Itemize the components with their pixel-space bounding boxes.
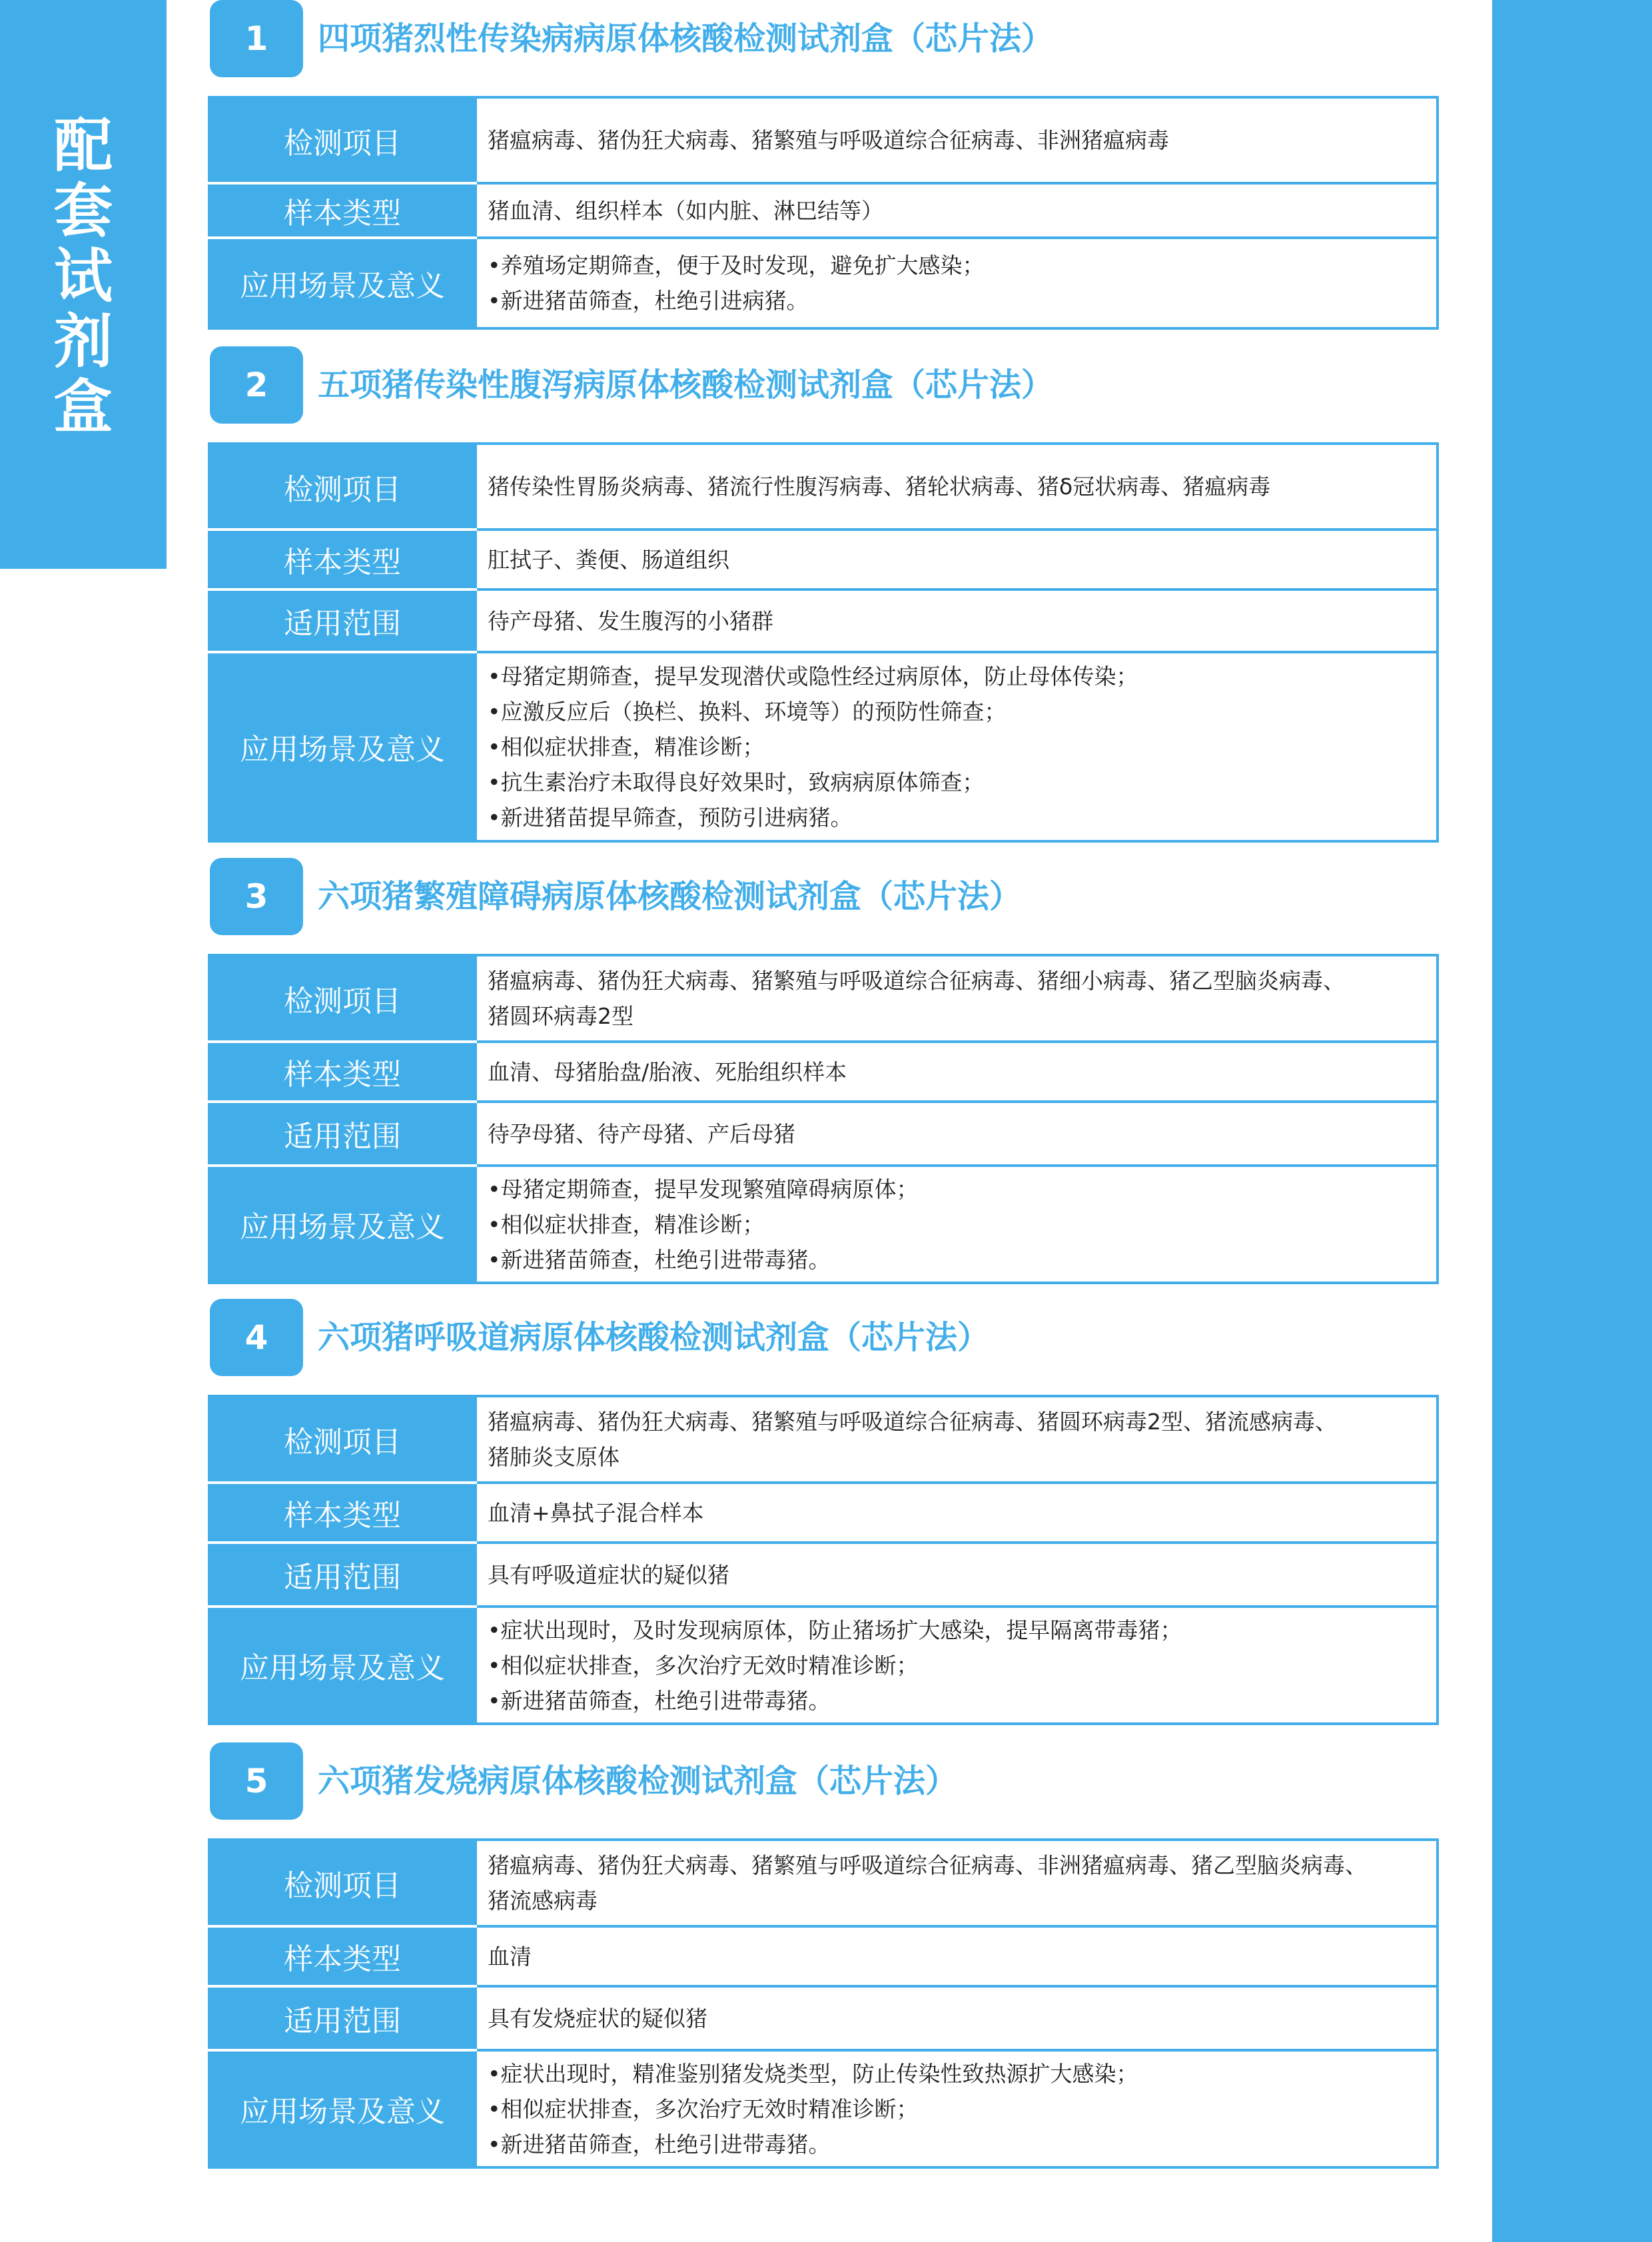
sidebar-title-char: 盒 bbox=[53, 372, 113, 441]
kit-info-table bbox=[208, 954, 1439, 1284]
row-value bbox=[476, 1396, 1438, 1483]
table-row bbox=[209, 1042, 1438, 1102]
value-line: 猪瘟病毒、猪伪狂犬病毒、猪繁殖与呼吸道综合征病毒、猪圆环病毒2型、猪流感病毒、 bbox=[488, 1409, 1337, 1435]
table-row bbox=[209, 652, 1438, 841]
sidebar-title-char: 剂 bbox=[53, 307, 113, 376]
section-title: 六项猪呼吸道病原体核酸检测试剂盒（芯片法） bbox=[318, 1319, 990, 1356]
row-label: 适用范围 bbox=[209, 1102, 476, 1166]
section-header bbox=[208, 1742, 1439, 1820]
table-row bbox=[209, 1543, 1438, 1607]
row-label: 检测项目 bbox=[209, 444, 476, 530]
value-line: 血清+鼻拭子混合样本 bbox=[488, 1499, 704, 1526]
row-label: 样本类型 bbox=[209, 1042, 476, 1102]
row-label: 样本类型 bbox=[209, 1926, 476, 1986]
table-row bbox=[209, 530, 1438, 589]
section-header bbox=[208, 858, 1439, 935]
value-line: 猪传染性胃肠炎病毒、猪流行性腹泻病毒、猪轮状病毒、猪δ冠状病毒、猪瘟病毒 bbox=[488, 474, 1271, 500]
row-label: 适用范围 bbox=[209, 1543, 476, 1607]
row-value bbox=[476, 1166, 1438, 1283]
kit-section-4 bbox=[208, 1299, 1439, 1714]
row-label: 检测项目 bbox=[209, 1840, 476, 1926]
sidebar-title bbox=[0, 113, 167, 440]
row-value bbox=[476, 1926, 1438, 1986]
row-label: 应用场景及意义 bbox=[209, 1607, 476, 1724]
value-line: 待产母猪、发生腹泻的小猪群 bbox=[488, 607, 773, 634]
value-line: 猪血清、组织样本（如内脏、淋巴结等） bbox=[488, 197, 883, 224]
bullet-item: • 新进猪苗筛查，杜绝引进带毒猪。 bbox=[488, 1683, 1423, 1718]
section-number-badge: 3 bbox=[210, 858, 303, 935]
section-number-badge: 1 bbox=[210, 0, 303, 77]
row-value bbox=[476, 1986, 1438, 2050]
row-label: 检测项目 bbox=[209, 97, 476, 183]
value-line: 待孕母猪、待产母猪、产后母猪 bbox=[488, 1120, 795, 1147]
row-label: 应用场景及意义 bbox=[209, 2050, 476, 2167]
table-row bbox=[209, 1396, 1438, 1483]
bullet-item: • 相似症状排查，多次治疗无效时精准诊断； bbox=[488, 1648, 1423, 1683]
row-value bbox=[476, 238, 1438, 328]
row-value bbox=[476, 1102, 1438, 1166]
bullet-item: • 相似症状排查，精准诊断； bbox=[488, 729, 1423, 765]
bullet-item: • 症状出现时，及时发现病原体，防止猪场扩大感染，提早隔离带毒猪； bbox=[488, 1613, 1423, 1648]
section-header bbox=[208, 346, 1439, 424]
table-row bbox=[209, 238, 1438, 328]
row-value bbox=[476, 444, 1438, 530]
bullet-item: • 抗生素治疗未取得良好效果时，致病病原体筛查； bbox=[488, 765, 1423, 800]
sidebar-panel bbox=[0, 0, 167, 569]
table-row bbox=[209, 97, 1438, 183]
sidebar-title-char: 试 bbox=[53, 242, 113, 310]
bullet-item: • 症状出现时，精准鉴别猪发烧类型，防止传染性致热源扩大感染； bbox=[488, 2056, 1423, 2091]
row-value bbox=[476, 97, 1438, 183]
row-value bbox=[476, 1607, 1438, 1724]
row-value bbox=[476, 1042, 1438, 1102]
row-value bbox=[476, 1543, 1438, 1607]
row-value bbox=[476, 955, 1438, 1042]
table-row bbox=[209, 589, 1438, 652]
bullet-item: • 相似症状排查，多次治疗无效时精准诊断； bbox=[488, 2091, 1423, 2127]
table-row bbox=[209, 1926, 1438, 1986]
value-line: 猪瘟病毒、猪伪狂犬病毒、猪繁殖与呼吸道综合征病毒、猪细小病毒、猪乙型脑炎病毒、 bbox=[488, 968, 1345, 994]
row-label: 样本类型 bbox=[209, 183, 476, 238]
table-row bbox=[209, 1102, 1438, 1166]
row-label: 适用范围 bbox=[209, 589, 476, 652]
table-row bbox=[209, 444, 1438, 530]
bullet-item: • 母猪定期筛查，提早发现潜伏或隐性经过病原体，防止母体传染； bbox=[488, 659, 1423, 694]
value-line: 猪肺炎支原体 bbox=[488, 1444, 620, 1470]
bullet-item: • 新进猪苗提早筛查，预防引进病猪。 bbox=[488, 800, 1423, 835]
row-label: 应用场景及意义 bbox=[209, 652, 476, 841]
row-label: 样本类型 bbox=[209, 530, 476, 589]
sidebar-title-char: 套 bbox=[53, 177, 113, 245]
table-row bbox=[209, 1166, 1438, 1283]
row-label: 检测项目 bbox=[209, 955, 476, 1042]
bullet-item: • 应激反应后（换栏、换料、环境等）的预防性筛查； bbox=[488, 694, 1423, 729]
table-row bbox=[209, 183, 1438, 238]
bullet-item: • 母猪定期筛查，提早发现繁殖障碍病原体； bbox=[488, 1172, 1423, 1207]
row-label: 应用场景及意义 bbox=[209, 238, 476, 328]
section-number-badge: 5 bbox=[210, 1742, 303, 1820]
section-number-badge: 2 bbox=[210, 346, 303, 424]
row-label: 检测项目 bbox=[209, 1396, 476, 1483]
table-row bbox=[209, 1986, 1438, 2050]
row-value bbox=[476, 1840, 1438, 1926]
kit-info-table bbox=[208, 442, 1439, 843]
row-label: 适用范围 bbox=[209, 1986, 476, 2050]
kit-section-2 bbox=[208, 346, 1439, 831]
section-number-badge: 4 bbox=[210, 1299, 303, 1376]
section-title: 六项猪发烧病原体核酸检测试剂盒（芯片法） bbox=[318, 1762, 958, 1800]
row-value bbox=[476, 2050, 1438, 2167]
sidebar-title-char: 配 bbox=[53, 111, 113, 180]
table-row bbox=[209, 1840, 1438, 1926]
value-line: 血清、母猪胎盘/胎液、死胎组织样本 bbox=[488, 1058, 847, 1085]
row-value bbox=[476, 1483, 1438, 1543]
bullet-item: • 养殖场定期筛查，便于及时发现，避免扩大感染； bbox=[488, 248, 1423, 283]
section-title: 五项猪传染性腹泻病原体核酸检测试剂盒（芯片法） bbox=[318, 366, 1054, 404]
value-line: 猪流感病毒 bbox=[488, 1888, 598, 1914]
table-row bbox=[209, 1483, 1438, 1543]
value-line: 具有呼吸道症状的疑似猪 bbox=[488, 1561, 729, 1588]
table-row bbox=[209, 2050, 1438, 2167]
value-line: 猪瘟病毒、猪伪狂犬病毒、猪繁殖与呼吸道综合征病毒、非洲猪瘟病毒 bbox=[488, 127, 1169, 153]
table-row bbox=[209, 955, 1438, 1042]
bullet-item: • 相似症状排查，精准诊断； bbox=[488, 1207, 1423, 1242]
bullet-item: • 新进猪苗筛查，杜绝引进病猪。 bbox=[488, 283, 1423, 318]
table-row bbox=[209, 1607, 1438, 1724]
value-line: 猪圆环病毒2型 bbox=[488, 1003, 633, 1029]
value-line: 具有发烧症状的疑似猪 bbox=[488, 2005, 707, 2032]
kit-info-table bbox=[208, 96, 1439, 330]
value-line: 肛拭子、粪便、肠道组织 bbox=[488, 546, 729, 573]
kit-section-5 bbox=[208, 1742, 1439, 2157]
row-label: 样本类型 bbox=[209, 1483, 476, 1543]
kit-section-3 bbox=[208, 858, 1439, 1273]
bullet-item: • 新进猪苗筛查，杜绝引进带毒猪。 bbox=[488, 1242, 1423, 1278]
kit-info-table bbox=[208, 1395, 1439, 1725]
row-value bbox=[476, 530, 1438, 589]
right-decorative-strip bbox=[1492, 0, 1652, 2242]
section-header bbox=[208, 1299, 1439, 1376]
value-line: 猪瘟病毒、猪伪狂犬病毒、猪繁殖与呼吸道综合征病毒、非洲猪瘟病毒、猪乙型脑炎病毒、 bbox=[488, 1852, 1367, 1878]
bullet-item: • 新进猪苗筛查，杜绝引进带毒猪。 bbox=[488, 2127, 1423, 2162]
kit-info-table bbox=[208, 1838, 1439, 2169]
row-value bbox=[476, 183, 1438, 238]
section-header bbox=[208, 0, 1439, 77]
section-title: 六项猪繁殖障碍病原体核酸检测试剂盒（芯片法） bbox=[318, 878, 1022, 915]
kit-section-1 bbox=[208, 0, 1439, 314]
section-title: 四项猪烈性传染病病原体核酸检测试剂盒（芯片法） bbox=[318, 20, 1054, 57]
value-line: 血清 bbox=[488, 1943, 532, 1970]
row-value bbox=[476, 652, 1438, 841]
row-value bbox=[476, 589, 1438, 652]
row-label: 应用场景及意义 bbox=[209, 1166, 476, 1283]
